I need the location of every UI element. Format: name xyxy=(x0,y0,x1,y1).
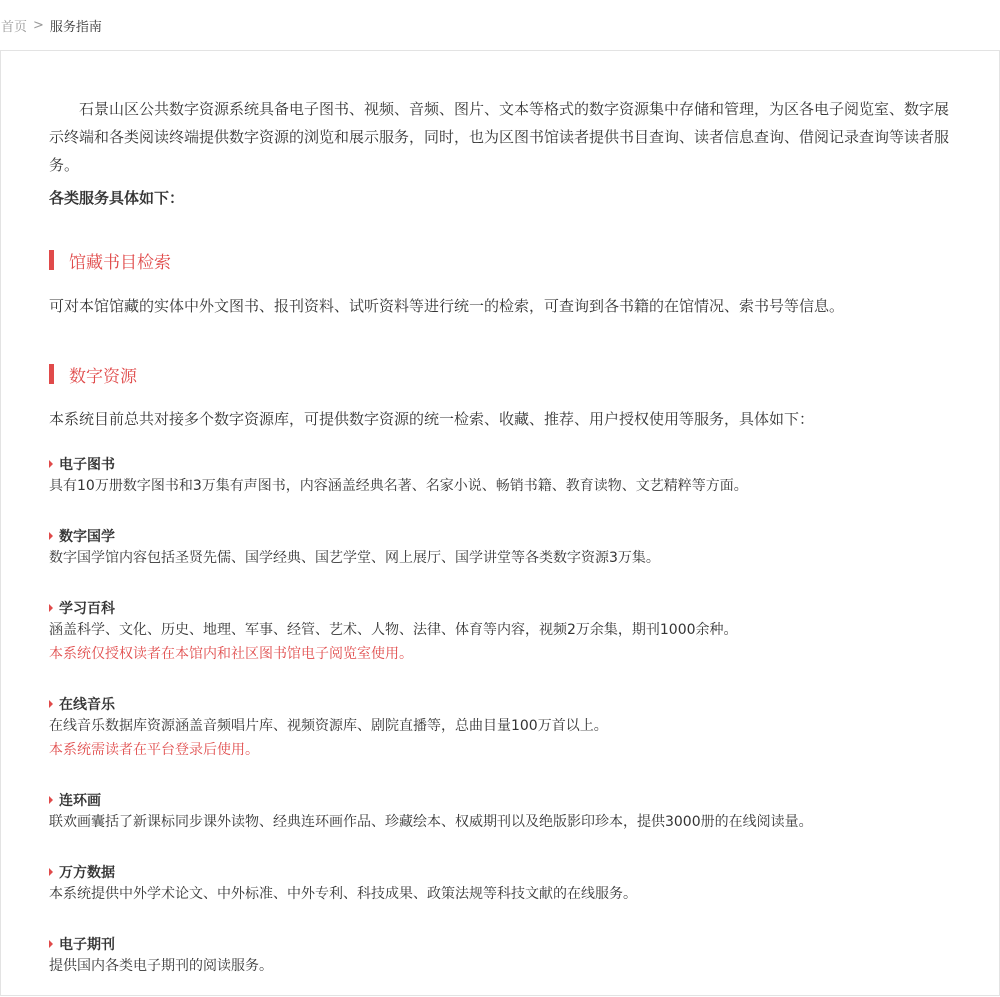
caret-right-icon xyxy=(49,460,53,468)
section-title-label: 数字资源 xyxy=(69,366,137,387)
resource-list xyxy=(49,454,951,978)
resource-item-encyclopedia xyxy=(49,598,951,666)
resource-item-ebooks xyxy=(49,454,951,498)
services-subheading: 各类服务具体如下： xyxy=(49,189,185,207)
resource-usage-note: 本系统需读者在平台登录后使用。 xyxy=(49,742,259,758)
resource-item-title xyxy=(49,790,951,810)
breadcrumb-current: 服务指南 xyxy=(49,19,102,35)
breadcrumb xyxy=(0,0,1000,50)
resource-title-label: 万方数据 xyxy=(59,865,115,881)
content-panel xyxy=(0,50,1000,996)
resource-title-label: 电子图书 xyxy=(59,457,115,473)
resource-description: 提供国内各类电子期刊的阅读服务。 xyxy=(49,958,273,974)
resource-description: 具有10万册数字图书和3万集有声图书，内容涵盖经典名著、名家小说、畅销书籍、教育读物、文艺精粹等方面。 xyxy=(49,478,748,494)
resource-usage-note: 本系统仅授权读者在本馆内和社区图书馆电子阅览室使用。 xyxy=(49,646,413,662)
caret-right-icon xyxy=(49,604,53,612)
caret-right-icon xyxy=(49,868,53,876)
catalog-description: 可对本馆馆藏的实体中外文图书、报刊资料、试听资料等进行统一的检索，可查询到各书籍的在馆情况、索书号等信息。 xyxy=(49,297,845,315)
caret-right-icon xyxy=(49,532,53,540)
resource-description: 联欢画囊括了新课标同步课外读物、经典连环画作品、珍藏绘本、权威期刊以及绝版影印珍本，提供3000册的在线阅读量。 xyxy=(49,814,813,830)
resource-item-title xyxy=(49,862,951,882)
resource-title-label: 连环画 xyxy=(59,793,101,809)
caret-right-icon xyxy=(49,940,53,948)
section-marker-bar xyxy=(49,250,54,270)
resource-item-wanfang xyxy=(49,862,951,906)
resource-item-music xyxy=(49,694,951,762)
caret-right-icon xyxy=(49,796,53,804)
resource-title-label: 在线音乐 xyxy=(59,697,115,713)
breadcrumb-home-link[interactable]: 首页 xyxy=(1,19,28,35)
section-title-catalog xyxy=(49,247,951,273)
section-marker-bar xyxy=(49,364,54,384)
resource-item-title xyxy=(49,526,951,546)
resource-title-label: 电子期刊 xyxy=(59,937,115,953)
resource-description: 本系统提供中外学术论文、中外标准、中外专利、科技成果、政策法规等科技文献的在线服务。 xyxy=(49,886,637,902)
caret-right-icon xyxy=(49,700,53,708)
resource-description: 数字国学馆内容包括圣贤先儒、国学经典、国艺学堂、网上展厅、国学讲堂等各类数字资源3万集。 xyxy=(49,550,660,566)
resource-description: 在线音乐数据库资源涵盖音频唱片库、视频资源库、剧院直播等，总曲目量100万首以上。 xyxy=(49,718,608,734)
resource-item-title xyxy=(49,934,951,954)
resource-item-title xyxy=(49,598,951,618)
resource-description: 涵盖科学、文化、历史、地理、军事、经管、艺术、人物、法律、体育等内容，视频2万余集，期刊1000余种。 xyxy=(49,622,738,638)
section-title-label: 馆藏书目检索 xyxy=(69,252,171,273)
resource-item-title xyxy=(49,694,951,714)
resource-item-title xyxy=(49,454,951,474)
resource-title-label: 学习百科 xyxy=(59,601,115,617)
resource-item-guoxue xyxy=(49,526,951,570)
intro-paragraph: 石景山区公共数字资源系统具备电子图书、视频、音频、图片、文本等格式的数字资源集中存储和管理，为区各电子阅览室、数字展示终端和各类阅读终端提供数字资源的浏览和展示服务，同时，也为区图书馆读者提供书目查询、读者信息查询、借阅记录查询等读者服务。 xyxy=(49,100,950,174)
resource-item-comics xyxy=(49,790,951,834)
breadcrumb-separator: > xyxy=(33,17,44,33)
resource-item-ejournals xyxy=(49,934,951,978)
digital-description: 本系统目前总共对接多个数字资源库，可提供数字资源的统一检索、收藏、推荐、用户授权使用等服务，具体如下： xyxy=(49,410,815,428)
section-title-digital xyxy=(49,361,951,387)
resource-title-label: 数字国学 xyxy=(59,529,115,545)
